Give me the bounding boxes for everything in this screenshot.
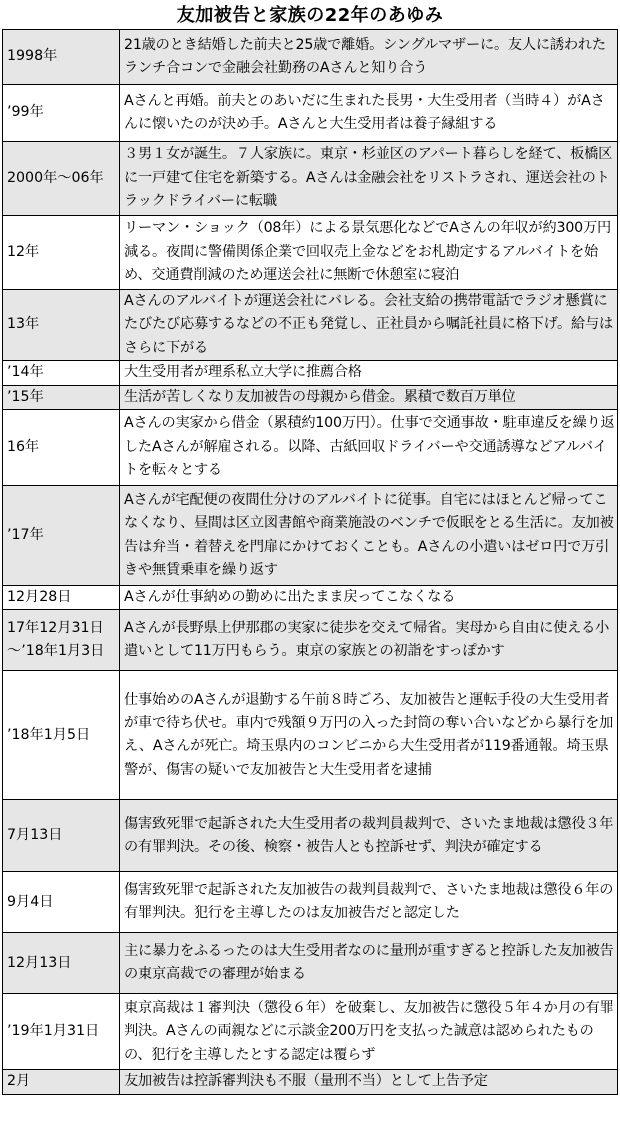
table-row	[3, 994, 618, 1070]
row-text: Aさんが長野県上伊那郡の実家に徒歩を交えて帰省。実母から自由に使える小遣いとして11万円もらう。東京の家族との初詣をすっぽかす	[120, 610, 618, 671]
row-date: ’99年	[3, 85, 120, 142]
table-row	[3, 1070, 618, 1094]
row-text: 大生受用者が理系私立大学に推薦合格	[120, 361, 618, 385]
table-row	[3, 216, 618, 290]
row-text: 傷害致死罪で起訴された友加被告の裁判員裁判で、さいたま地裁は懲役６年の有罪判決。犯行を主導したのは友加被告だと認定した	[120, 872, 618, 933]
row-text: 友加被告は控訴審判決も不服（量刑不当）として上告予定	[120, 1070, 618, 1094]
row-date: 16年	[3, 410, 120, 486]
row-date: 2月	[3, 1070, 120, 1094]
row-text: Aさんのアルバイトが運送会社にバレる。会社支給の携帯電話でラジオ懸賞にたびたび応募するなどの不正も発覚し、正社員から嘱託社員に格下げ。給与はさらに下がる	[120, 290, 618, 361]
timeline-table	[2, 29, 618, 1095]
table-row	[3, 85, 618, 142]
table-row	[3, 872, 618, 933]
row-date: 12年	[3, 216, 120, 290]
table-row	[3, 610, 618, 671]
row-date: ’18年1月5日	[3, 671, 120, 800]
row-text: Aさんの実家から借金（累積約100万円）。仕事で交通事故・駐車違反を繰り返したAさんが解雇される。以降、古紙回収ドライバーや交通誘導などアルバイトを転々とする	[120, 410, 618, 486]
table-row	[3, 361, 618, 385]
row-text: リーマン・ショック（08年）による景気悪化などでAさんの年収が約300万円減る。夜間に警備関係企業で回収売上金などをお札勘定するアルバイトを始め、交通費削減のため運送会社に無断で休憩室に寝泊	[120, 216, 618, 290]
row-date: ’19年1月31日	[3, 994, 120, 1070]
row-text: Aさんが宅配便の夜間仕分けのアルバイトに従事。自宅にはほとんど帰ってこなくなり、昼間は区立図書館や商業施設のベンチで仮眠をとる生活に。友加被告は弁当・着替えを門扉にかけておくことも。Aさんの小遣いはゼロ円で万引きや無賃乗車を繰り返す	[120, 486, 618, 586]
table-row	[3, 410, 618, 486]
row-text: 21歳のとき結婚した前夫と25歳で離婚。シングルマザーに。友人に誘われたランチ合コンで金融会社勤務のAさんと知り合う	[120, 30, 618, 85]
table-row	[3, 290, 618, 361]
row-text: 東京高裁は１審判決（懲役６年）を破棄し、友加被告に懲役５年４か月の有罪判決。Aさんの両親などに示談金200万円を支払った誠意は認められたものの、犯行を主導したとする認定は覆らず	[120, 994, 618, 1070]
row-date: 13年	[3, 290, 120, 361]
row-date: 12月13日	[3, 933, 120, 994]
row-text: 主に暴力をふるったのは大生受用者なのに量刑が重すぎると控訴した友加被告の東京高裁での審理が始まる	[120, 933, 618, 994]
table-row	[3, 486, 618, 586]
row-date: 12月28日	[3, 586, 120, 610]
row-date: ’17年	[3, 486, 120, 586]
row-date: 9月4日	[3, 872, 120, 933]
row-text: 傷害致死罪で起訴された大生受用者の裁判員裁判で、さいたま地裁は懲役３年の有罪判決。その後、検察・被告人とも控訴せず、判決が確定する	[120, 800, 618, 872]
row-text: 生活が苦しくなり友加被告の母親から借金。累積で数百万単位	[120, 385, 618, 409]
row-date: 1998年	[3, 30, 120, 85]
table-row	[3, 586, 618, 610]
table-row	[3, 30, 618, 85]
table-row	[3, 933, 618, 994]
page-title: 友加被告と家族の22年のあゆみ	[176, 5, 444, 26]
row-text: Aさんが仕事納めの勤めに出たまま戻ってこなくなる	[120, 586, 618, 610]
table-row	[3, 671, 618, 800]
row-date: ’14年	[3, 361, 120, 385]
row-date: 2000年～06年	[3, 142, 120, 216]
table-row	[3, 385, 618, 409]
row-text: 仕事始めのAさんが退勤する午前８時ごろ、友加被告と運転手役の大生受用者が車で待ち伏せ。車内で残額９万円の入った封筒の奪い合いなどから暴行を加え、Aさんが死亡。埼玉県内のコンビニから大生受用者が119番通報。埼玉県警が、傷害の疑いで友加被告と大生受用者を逮捕	[120, 671, 618, 800]
table-row	[3, 142, 618, 216]
row-date: ’15年	[3, 385, 120, 409]
row-text: Aさんと再婚。前夫とのあいだに生まれた長男・大生受用者（当時４）がAさんに懐いたのが決め手。Aさんと大生受用者は養子縁組する	[120, 85, 618, 142]
row-date: 17年12月31日～’18年1月3日	[3, 610, 120, 671]
row-date: 7月13日	[3, 800, 120, 872]
table-row	[3, 800, 618, 872]
row-text: ３男１女が誕生。７人家族に。東京・杉並区のアパート暮らしを経て、板橋区に一戸建て住宅を新築する。Aさんは金融会社をリストラされ、運送会社のトラックドライバーに転職	[120, 142, 618, 216]
